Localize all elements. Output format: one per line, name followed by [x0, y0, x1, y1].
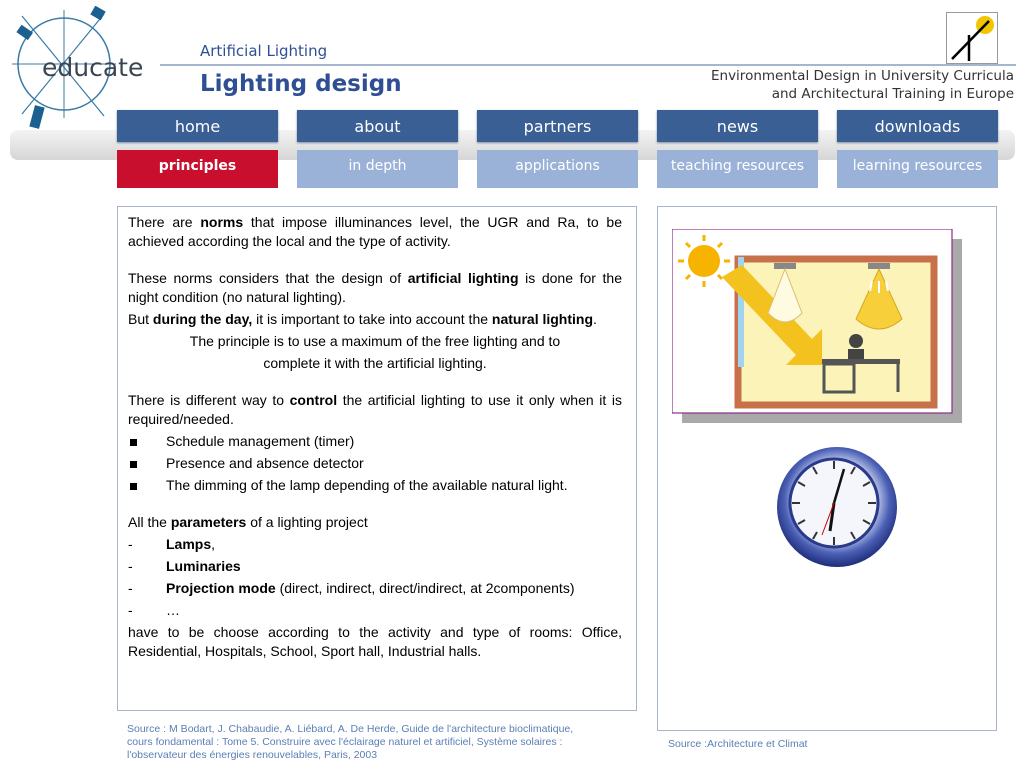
list-item: - …	[128, 602, 180, 618]
list-item: - Lamps,	[128, 536, 216, 552]
clock-icon	[774, 443, 904, 573]
list-item: - Luminaries	[128, 558, 241, 574]
page-title: Lighting design	[200, 71, 402, 97]
paragraph-parameters: All the parameters of a lighting project	[128, 514, 368, 530]
paragraph-norms: There are norms that impose illuminances level, the UGR and Ra, to be achieved according the local and the type of activity.	[128, 214, 622, 249]
sub-nav	[117, 150, 998, 188]
list-item: - Projection mode (direct, indirect, direct/indirect, at 2components)	[128, 580, 575, 596]
bullet-icon	[130, 483, 137, 490]
nav-downloads[interactable]: downloads	[837, 110, 998, 142]
paragraph-control: There is different way to control the artificial lighting to use it only when it is required/needed.	[128, 392, 622, 427]
subnav-in-depth[interactable]: in depth	[297, 150, 458, 188]
list-item: Presence and absence detector	[128, 454, 622, 473]
room-lighting-illustration	[672, 229, 968, 425]
header	[0, 0, 1024, 110]
paragraph-artificial: These norms considers that the design of artificial lighting is done for the night condition (no natural lighting).	[128, 270, 622, 305]
section-subtitle: Artificial Lighting	[200, 42, 328, 60]
subnav-applications[interactable]: applications	[477, 150, 638, 188]
paragraph-daylight: But during the day, it is important to take into account the natural lighting.	[128, 311, 597, 327]
logo-text: educate	[42, 53, 144, 82]
bullet-icon	[130, 439, 137, 446]
content-text	[117, 206, 637, 711]
project-line-1: Environmental Design in University Curricula	[710, 68, 1014, 84]
nav-news[interactable]: news	[657, 110, 818, 142]
image-panel	[657, 206, 997, 731]
subnav-principles[interactable]: principles	[117, 150, 278, 188]
source-citation-right: Source :Architecture et Climat	[668, 738, 808, 750]
nav-partners[interactable]: partners	[477, 110, 638, 142]
bullet-icon	[130, 461, 137, 468]
main-nav	[117, 110, 998, 142]
list-item: Schedule management (timer)	[128, 432, 622, 451]
subnav-teaching-resources[interactable]: teaching resources	[657, 150, 818, 188]
subnav-learning-resources[interactable]: learning resources	[837, 150, 998, 188]
project-line-2: and Architectural Training in Europe	[771, 86, 1014, 102]
principle-line-1: The principle is to use a maximum of the free lighting and to	[189, 333, 561, 349]
list-item: The dimming of the lamp depending of the available natural light.	[128, 476, 622, 495]
partner-logo-icon	[946, 12, 998, 64]
header-divider	[160, 64, 1016, 66]
nav-about[interactable]: about	[297, 110, 458, 142]
project-name	[711, 67, 1014, 103]
source-citation-left: Source : M Bodart, J. Chabaudie, A. Liébard, A. De Herde, Guide de l'architecture bioclimatique, cours fondamental : Tome 5. Construire avec l'éclairage naturel et artificiel, Système solaires : l'observateur des énergies renouvelables, Paris, 2003	[127, 723, 574, 761]
paragraph-rooms: have to be choose according to the activity and type of rooms: Office, Residential, Hospitals, School, Sport hall, Industrial halls.	[128, 624, 622, 659]
principle-line-2: complete it with the artificial lighting.	[263, 355, 487, 371]
nav-home[interactable]: home	[117, 110, 278, 142]
